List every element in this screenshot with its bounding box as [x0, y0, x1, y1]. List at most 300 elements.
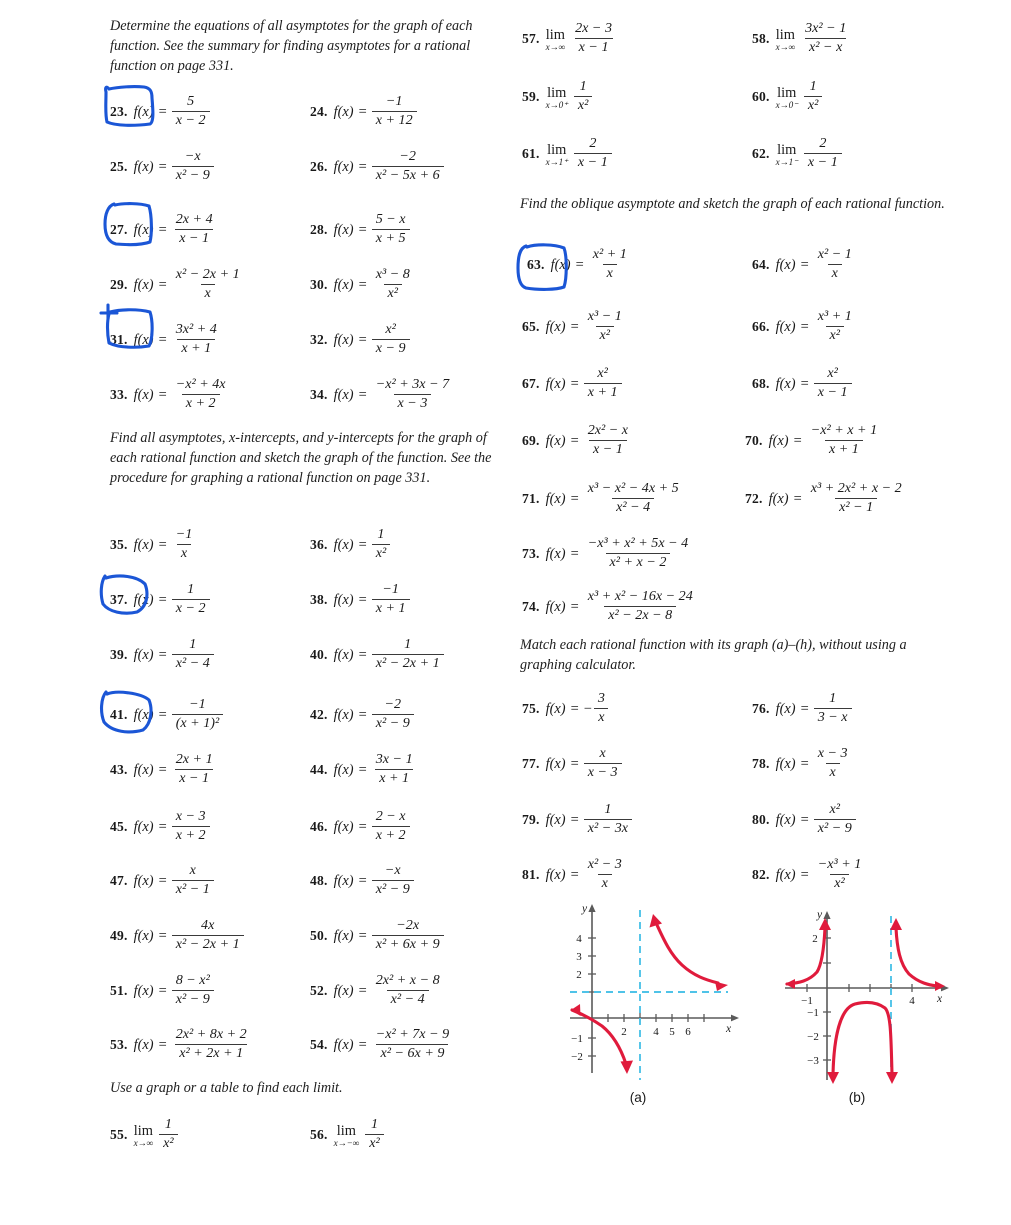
numerator: 2 − x [375, 808, 406, 824]
y-tick-neg2: −2 [571, 1051, 583, 1063]
exercise-number: 44. [310, 762, 328, 778]
numerator: 1 [377, 526, 385, 542]
fraction [807, 481, 906, 516]
denominator: x² − 1 [172, 880, 214, 898]
exercise-number: 63. [527, 257, 545, 273]
denominator: x − 2 [172, 111, 210, 129]
exercise-number: 77. [522, 756, 540, 772]
numerator: −x² + 7x − 9 [375, 1026, 450, 1042]
denominator: x² − 6x + 9 [376, 1044, 448, 1062]
denominator: x² [372, 544, 390, 562]
equals-sign: = [793, 490, 802, 507]
denominator: x² − 1 [835, 498, 877, 516]
exercise-number: 52. [310, 983, 328, 999]
exercise-number: 82. [752, 867, 770, 883]
equals-sign: = [158, 818, 167, 835]
numerator: x³ − 1 [587, 308, 622, 324]
numerator: x² − 1 [817, 246, 852, 262]
function-label: f(x) [545, 866, 566, 883]
denominator: x² − 4 [612, 498, 654, 516]
fraction [594, 691, 609, 726]
equals-sign: = [570, 811, 579, 828]
equals-sign: = [358, 872, 367, 889]
numerator: 1 [189, 636, 197, 652]
exercise-28 [310, 213, 410, 248]
exercise-number: 50. [310, 928, 328, 944]
fraction [814, 309, 856, 344]
numerator: x − 3 [817, 745, 848, 761]
equals-sign: = [570, 866, 579, 883]
limit-subscript: x→∞ [133, 1138, 154, 1149]
graph-a-svg [570, 898, 775, 1108]
exercise-79 [522, 803, 632, 838]
x-tick-neg1: −1 [801, 995, 813, 1007]
exercise-number: 62. [752, 146, 770, 162]
exercise-number: 25. [110, 159, 128, 175]
fraction [584, 802, 632, 837]
fraction [172, 918, 244, 953]
limit-subscript: x→−∞ [333, 1138, 360, 1149]
numerator: −1 [385, 93, 403, 109]
exercise-55 [110, 1118, 178, 1153]
numerator: −1 [382, 581, 399, 597]
exercise-40 [310, 638, 444, 673]
denominator: x [594, 708, 608, 726]
function-label: f(x) [133, 761, 154, 778]
fraction [814, 857, 866, 892]
exercise-number: 29. [110, 277, 128, 293]
axes [570, 908, 735, 1073]
exercise-number: 42. [310, 707, 328, 723]
exercise-number: 54. [310, 1037, 328, 1053]
exercise-number: 36. [310, 537, 328, 553]
function-label: f(x) [545, 545, 566, 562]
denominator: x² − 5x + 6 [372, 166, 444, 184]
equals-sign: = [158, 158, 167, 175]
exercise-82 [752, 858, 865, 893]
limit-operator [134, 1124, 154, 1149]
fraction [584, 481, 683, 516]
fraction [172, 527, 197, 562]
equals-sign: = [358, 761, 367, 778]
denominator: x² + x − 2 [606, 553, 671, 571]
y-axis-label: y [817, 909, 823, 921]
fraction [584, 857, 626, 892]
numerator: 2 [589, 135, 597, 151]
graph-b-caption: (b) [848, 1090, 866, 1105]
exercise-53 [110, 1028, 251, 1063]
numerator: x³ + 1 [817, 308, 852, 324]
lim-word: lim [547, 84, 567, 101]
equals-sign: = [800, 375, 809, 392]
exercise-number: 73. [522, 546, 540, 562]
exercise-number: 81. [522, 867, 540, 883]
function-label: f(x) [545, 755, 566, 772]
exercise-number: 26. [310, 159, 328, 175]
exercise-61 [522, 137, 612, 172]
function-label: f(x) [333, 706, 354, 723]
exercise-number: 37. [110, 592, 128, 608]
exercise-49 [110, 919, 244, 954]
numerator: 3 [597, 690, 605, 706]
y-axis-arrow [588, 904, 595, 912]
exercise-number: 46. [310, 819, 328, 835]
equals-sign: = [570, 318, 579, 335]
numerator: 1 [809, 78, 817, 94]
exercise-37 [110, 583, 210, 618]
numerator: x² [829, 801, 840, 817]
exercise-26 [310, 150, 444, 185]
equals-sign: = [158, 646, 167, 663]
denominator: x [826, 763, 840, 781]
denominator: x + 1 [584, 383, 622, 401]
numerator: −1 [189, 696, 206, 712]
denominator: x + 1 [177, 339, 215, 357]
exercise-38 [310, 583, 410, 618]
instruction-intercepts: Find all asymptotes, x-intercepts, and y-intercepts for the graph of each rational function and sketch the graph of the function. See the procedure for graphing a rational function on page 331. [110, 430, 492, 487]
fraction [372, 582, 410, 617]
denominator: x² + 2x + 1 [175, 1044, 247, 1062]
exercise-number: 74. [522, 599, 540, 615]
exercise-number: 41. [110, 707, 128, 723]
numerator: x³ − x² − 4x + 5 [587, 480, 679, 496]
fraction [571, 21, 616, 56]
equals-sign: = [358, 103, 367, 120]
equals-sign: = [800, 866, 809, 883]
function-label: f(x) [768, 432, 789, 449]
denominator: x − 1 [175, 769, 213, 787]
numerator: 2x² + x − 8 [375, 972, 440, 988]
numerator: −1 [175, 526, 193, 542]
exercise-51 [110, 974, 214, 1009]
x-tick-5: 5 [669, 1026, 675, 1038]
exercise-number: 48. [310, 873, 328, 889]
exercise-number: 49. [110, 928, 128, 944]
denominator: x − 1 [574, 153, 612, 171]
fraction [372, 149, 444, 184]
exercise-number: 47. [110, 873, 128, 889]
equals-sign: = [158, 276, 167, 293]
fraction [372, 94, 417, 129]
function-label: f(x) [333, 331, 354, 348]
exercise-43 [110, 753, 217, 788]
equals-sign: = [570, 598, 579, 615]
numerator: −x³ + x² + 5x − 4 [587, 535, 689, 551]
exercise-number: 23. [110, 104, 128, 120]
numerator: −x³ + 1 [817, 856, 862, 872]
exercise-number: 55. [110, 1127, 128, 1143]
function-label: f(x) [133, 591, 154, 608]
x-axis-arrow [731, 1015, 739, 1022]
exercise-69 [522, 424, 632, 459]
denominator: x² − 2x + 1 [172, 935, 244, 953]
exercise-27 [110, 213, 217, 248]
exercise-74 [522, 590, 697, 625]
limit-operator [546, 143, 568, 168]
exercise-59 [522, 80, 592, 115]
fraction [172, 149, 214, 184]
exercise-58 [752, 22, 850, 57]
numerator: x [599, 745, 606, 761]
denominator: x [177, 544, 191, 562]
numerator: x² [827, 365, 838, 381]
equals-sign: = [570, 375, 579, 392]
equals-sign: = [570, 490, 579, 507]
numerator: x [189, 862, 196, 878]
denominator: x² [384, 284, 402, 302]
function-label: f(x) [333, 158, 354, 175]
denominator: x + 5 [372, 229, 410, 247]
denominator: x² − 4 [172, 654, 214, 672]
function-label: f(x) [333, 536, 354, 553]
graph-b [785, 898, 985, 1108]
exercise-39 [110, 638, 214, 673]
fraction [172, 322, 221, 357]
equals-sign: = [800, 256, 809, 273]
numerator: 2x + 4 [175, 211, 213, 227]
exercise-number: 64. [752, 257, 770, 273]
exercise-54 [310, 1028, 453, 1063]
fraction [372, 973, 444, 1008]
function-label: f(x) [333, 103, 354, 120]
fraction [372, 267, 414, 302]
curve-right-branch [896, 928, 937, 986]
exercise-81 [522, 858, 626, 893]
fraction [584, 423, 632, 458]
denominator: x² [159, 1134, 177, 1152]
fraction [814, 247, 856, 282]
denominator: x² [596, 326, 614, 344]
fraction [372, 863, 414, 898]
function-label: f(x) [545, 318, 566, 335]
exercise-41 [110, 698, 223, 733]
exercise-number: 33. [110, 387, 128, 403]
fraction [372, 1027, 453, 1062]
equals-sign: = [158, 386, 167, 403]
exercise-52 [310, 974, 444, 1009]
numerator: 3x − 1 [375, 751, 413, 767]
equals-sign: = [358, 276, 367, 293]
exercise-75 [522, 692, 609, 727]
equals-sign: = [158, 872, 167, 889]
exercise-60 [752, 80, 822, 115]
function-label: f(x) [333, 818, 354, 835]
denominator: x + 1 [825, 440, 863, 458]
denominator: x² − 9 [172, 166, 214, 184]
exercise-number: 38. [310, 592, 328, 608]
exercise-number: 59. [522, 89, 540, 105]
exercise-67 [522, 367, 622, 402]
exercise-number: 76. [752, 701, 770, 717]
instruction-oblique: Find the oblique asymptote and sketch the graph of each rational function. [520, 196, 945, 212]
exercise-number: 51. [110, 983, 128, 999]
exercise-78 [752, 747, 852, 782]
function-label: f(x) [133, 706, 154, 723]
equals-sign: = [358, 331, 367, 348]
lim-word: lim [777, 84, 797, 101]
exercise-number: 70. [745, 433, 763, 449]
numerator: 3x² − 1 [805, 20, 847, 36]
numerator: −2x [396, 917, 420, 933]
exercise-23 [110, 95, 210, 130]
exercise-number: 72. [745, 491, 763, 507]
exercise-29 [110, 268, 244, 303]
exercise-number: 57. [522, 31, 540, 47]
fraction [172, 637, 214, 672]
y-tick-neg1: −1 [571, 1033, 583, 1045]
exercise-63 [527, 248, 631, 283]
function-label: f(x) [545, 490, 566, 507]
exercise-56 [310, 1118, 384, 1153]
function-label: f(x) [333, 386, 354, 403]
graph-b-svg [785, 898, 985, 1108]
fraction [584, 309, 626, 344]
exercise-76 [752, 692, 852, 727]
exercise-number: 79. [522, 812, 540, 828]
denominator: x² [804, 96, 822, 114]
x-axis-label: x [726, 1023, 732, 1035]
function-label: f(x) [133, 103, 154, 120]
fraction [584, 746, 622, 781]
exercise-number: 30. [310, 277, 328, 293]
denominator: x² − 3x [584, 819, 632, 837]
denominator: x² + 6x + 9 [372, 935, 444, 953]
equals-sign: = [793, 432, 802, 449]
denominator: x − 9 [372, 339, 410, 357]
exercise-57 [522, 22, 616, 57]
numerator: 1 [404, 636, 412, 652]
fraction [574, 79, 592, 114]
numerator: x³ + 2x² + x − 2 [810, 480, 902, 496]
curve-right-branch [657, 925, 718, 983]
fraction [584, 366, 622, 401]
equals-sign: = [358, 706, 367, 723]
equals-sign: = [158, 591, 167, 608]
exercise-65 [522, 310, 626, 345]
function-label: f(x) [133, 927, 154, 944]
function-label: f(x) [333, 872, 354, 889]
exercise-30 [310, 268, 414, 303]
function-label: f(x) [333, 276, 354, 293]
y-axis-label: y [582, 903, 588, 915]
fraction [172, 1027, 251, 1062]
numerator: 3x² + 4 [175, 321, 217, 337]
exercise-number: 32. [310, 332, 328, 348]
exercise-72 [745, 482, 906, 517]
exercise-number: 61. [522, 146, 540, 162]
denominator: x + 1 [375, 769, 413, 787]
denominator: x − 2 [172, 599, 210, 617]
function-label: f(x) [333, 761, 354, 778]
curve-right-arrow-up [650, 914, 663, 928]
x-tick-4: 4 [909, 995, 915, 1007]
exercise-45 [110, 810, 210, 845]
curve-dip-arrow-left-down [827, 1072, 839, 1084]
exercise-47 [110, 864, 214, 899]
fraction [372, 697, 414, 732]
x-axis-label: x [937, 993, 943, 1005]
denominator: x − 3 [394, 394, 432, 412]
y-tick-2: 2 [812, 933, 818, 945]
exercise-number: 69. [522, 433, 540, 449]
limit-operator [546, 86, 568, 111]
exercise-46 [310, 810, 410, 845]
y-tick-neg3: −3 [807, 1055, 819, 1067]
function-label: f(x) [768, 490, 789, 507]
function-label: f(x) [133, 982, 154, 999]
denominator: x [598, 874, 612, 892]
numerator: 1 [829, 690, 837, 706]
numerator: −x² + x + 1 [810, 422, 878, 438]
denominator: x − 1 [575, 38, 613, 56]
equals-sign: = [358, 591, 367, 608]
exercise-62 [752, 137, 842, 172]
instruction-limits: Use a graph or a table to find each limit. [110, 1080, 343, 1096]
function-label: f(x) [550, 256, 571, 273]
equals-sign: = [358, 982, 367, 999]
fraction [172, 582, 210, 617]
function-label: f(x) [775, 256, 796, 273]
curve-left-arrow [621, 1061, 634, 1075]
function-label: f(x) [133, 1036, 154, 1053]
exercise-number: 24. [310, 104, 328, 120]
y-tick-2: 2 [576, 969, 582, 981]
denominator: x² − 9 [372, 880, 414, 898]
numerator: 1 [187, 581, 195, 597]
fraction [372, 212, 410, 247]
fraction [372, 752, 417, 787]
exercise-64 [752, 248, 856, 283]
fraction [584, 536, 693, 571]
fraction [372, 637, 444, 672]
function-label: f(x) [333, 982, 354, 999]
equals-sign: = [358, 646, 367, 663]
function-label: f(x) [133, 331, 154, 348]
equals-sign: = [358, 536, 367, 553]
equals-sign: = [158, 706, 167, 723]
exercise-number: 34. [310, 387, 328, 403]
limit-operator [776, 143, 798, 168]
equals-sign: = [158, 1036, 167, 1053]
fraction [814, 746, 852, 781]
denominator: x [603, 264, 617, 282]
lim-word: lim [775, 26, 795, 43]
fraction [372, 527, 390, 562]
denominator: x² [574, 96, 592, 114]
equals-sign: = [570, 545, 579, 562]
exercise-number: 45. [110, 819, 128, 835]
denominator: x² − x [805, 38, 846, 56]
numerator: −2 [384, 696, 402, 712]
numerator: x³ + x² − 16x − 24 [587, 588, 693, 604]
exercise-number: 75. [522, 701, 540, 717]
numerator: −x [184, 148, 201, 164]
numerator: x² − 2x + 1 [175, 266, 240, 282]
function-label: f(x) [545, 432, 566, 449]
exercise-31 [110, 323, 221, 358]
exercise-number: 53. [110, 1037, 128, 1053]
fraction [589, 247, 631, 282]
fraction [172, 863, 214, 898]
fraction [814, 691, 852, 726]
function-label: f(x) [545, 811, 566, 828]
equals-sign: = [158, 221, 167, 238]
y-axis-arrow [823, 911, 830, 919]
fraction [172, 697, 223, 732]
equals-sign: = [570, 432, 579, 449]
exercise-66 [752, 310, 856, 345]
numerator: x² [597, 365, 608, 381]
